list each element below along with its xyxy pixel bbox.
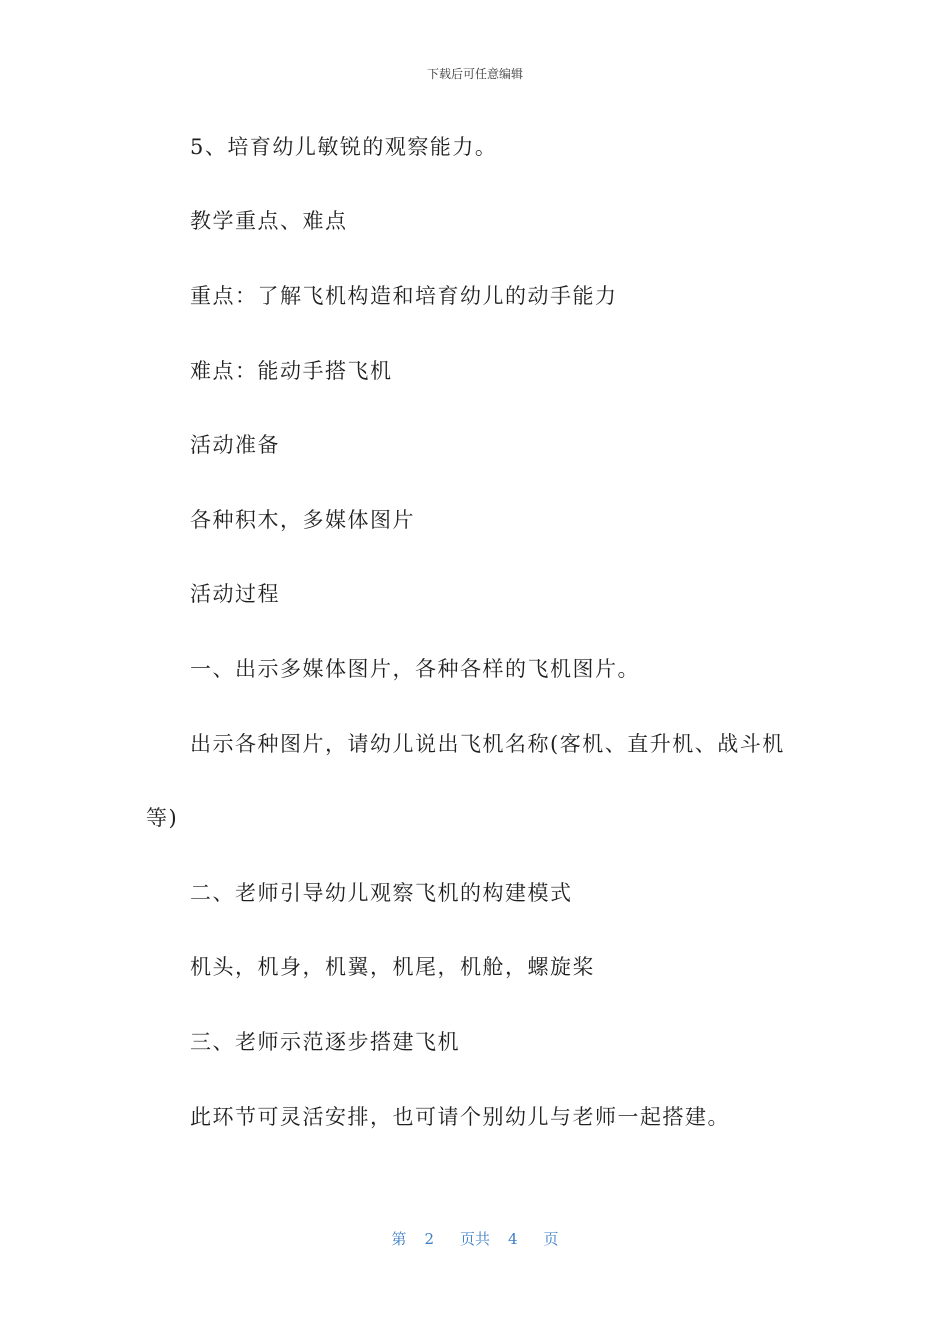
- paragraph-materials: 各种积木，多媒体图片: [190, 508, 415, 532]
- paragraph-airplane-parts: 机头，机身，机翼，机尾，机舱，螺旋桨: [190, 955, 595, 979]
- paragraph-goal-5: 5、培育幼儿敏锐的观察能力。: [190, 135, 498, 159]
- heading-preparation: 活动准备: [190, 433, 280, 457]
- footer-di: 第: [391, 1230, 407, 1248]
- paragraph-step-1-detail: 出示各种图片，请幼儿说出飞机名称(客机、直升机、战斗机: [190, 732, 785, 756]
- heading-key-points: 教学重点、难点: [190, 209, 348, 233]
- paragraph-step-3-note: 此环节可灵活安排，也可请个别幼儿与老师一起搭建。: [190, 1105, 730, 1129]
- page-footer: [0, 1229, 950, 1249]
- footer-ye: 页: [543, 1230, 559, 1248]
- paragraph-step-1: 一、出示多媒体图片，各种各样的飞机图片。: [190, 657, 640, 681]
- page-header: 下载后可任意编辑: [426, 67, 523, 81]
- paragraph-step-1-detail-continued: 等): [146, 806, 179, 830]
- footer-current-page: 2: [424, 1230, 434, 1248]
- footer-total-pages: 4: [508, 1230, 518, 1248]
- paragraph-step-3: 三、老师示范逐步搭建飞机: [190, 1030, 460, 1054]
- paragraph-difficulty: 难点：能动手搭飞机: [190, 359, 393, 383]
- paragraph-key-point: 重点：了解飞机构造和培育幼儿的动手能力: [190, 284, 618, 308]
- paragraph-step-2: 二、老师引导幼儿观察飞机的构建模式: [190, 881, 573, 905]
- heading-process: 活动过程: [190, 582, 280, 606]
- footer-page-of: 页共: [459, 1230, 490, 1248]
